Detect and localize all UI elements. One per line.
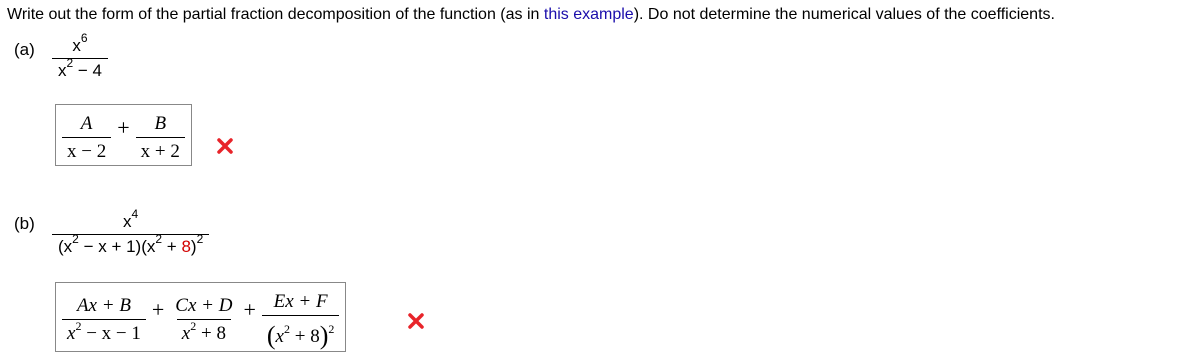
part-b-term-3: $\frac{Ex + F}{(x^2 + 8)^2}$ xyxy=(262,291,340,349)
part-a-answer-box[interactable] xyxy=(55,104,192,166)
part-b-plus-1: + xyxy=(151,297,165,322)
instructions xyxy=(7,6,1055,24)
part-b-numerator: $x^4$ xyxy=(123,207,139,231)
part-a-incorrect-icon xyxy=(216,137,234,155)
example-link[interactable]: this example xyxy=(543,6,634,23)
part-b-term-2: $\frac{Cx + D}{x^2 + 8}$ xyxy=(175,295,233,344)
part-b-denominator: $(x^2 - x + 1)(x^2 + 8)^2$ xyxy=(52,234,209,257)
part-b-answer-row xyxy=(55,282,346,352)
part-a-plus: + xyxy=(117,115,130,140)
part-b-function xyxy=(52,207,209,257)
instructions-text-before: Write out the form of the partial fraction decomposition of the function (as in xyxy=(7,6,544,23)
instructions-text-after: ). Do not determine the numerical values of the coefficients. xyxy=(633,6,1055,23)
part-a-denominator: $x^2 - 4$ xyxy=(52,58,108,81)
part-b-label: (b) xyxy=(14,214,35,233)
part-b-plus-2: + xyxy=(243,297,256,322)
part-b-term-1: $\frac{Ax + B}{x^2 - x - 1}$ xyxy=(62,295,146,345)
part-a-term-2: $\frac{B}{x + 2}$ xyxy=(136,113,185,163)
part-a-answer-row xyxy=(55,104,192,166)
part-a-function xyxy=(52,31,108,81)
part-b-incorrect-icon xyxy=(407,312,425,330)
part-b-answer-box[interactable] xyxy=(55,282,346,352)
part-a-numerator: $x^6$ xyxy=(72,31,88,55)
part-b-highlighted-constant: 8 xyxy=(181,237,191,256)
part-a-term-1: $\frac{A}{x - 2}$ xyxy=(62,113,111,163)
part-a-label: (a) xyxy=(14,40,35,59)
